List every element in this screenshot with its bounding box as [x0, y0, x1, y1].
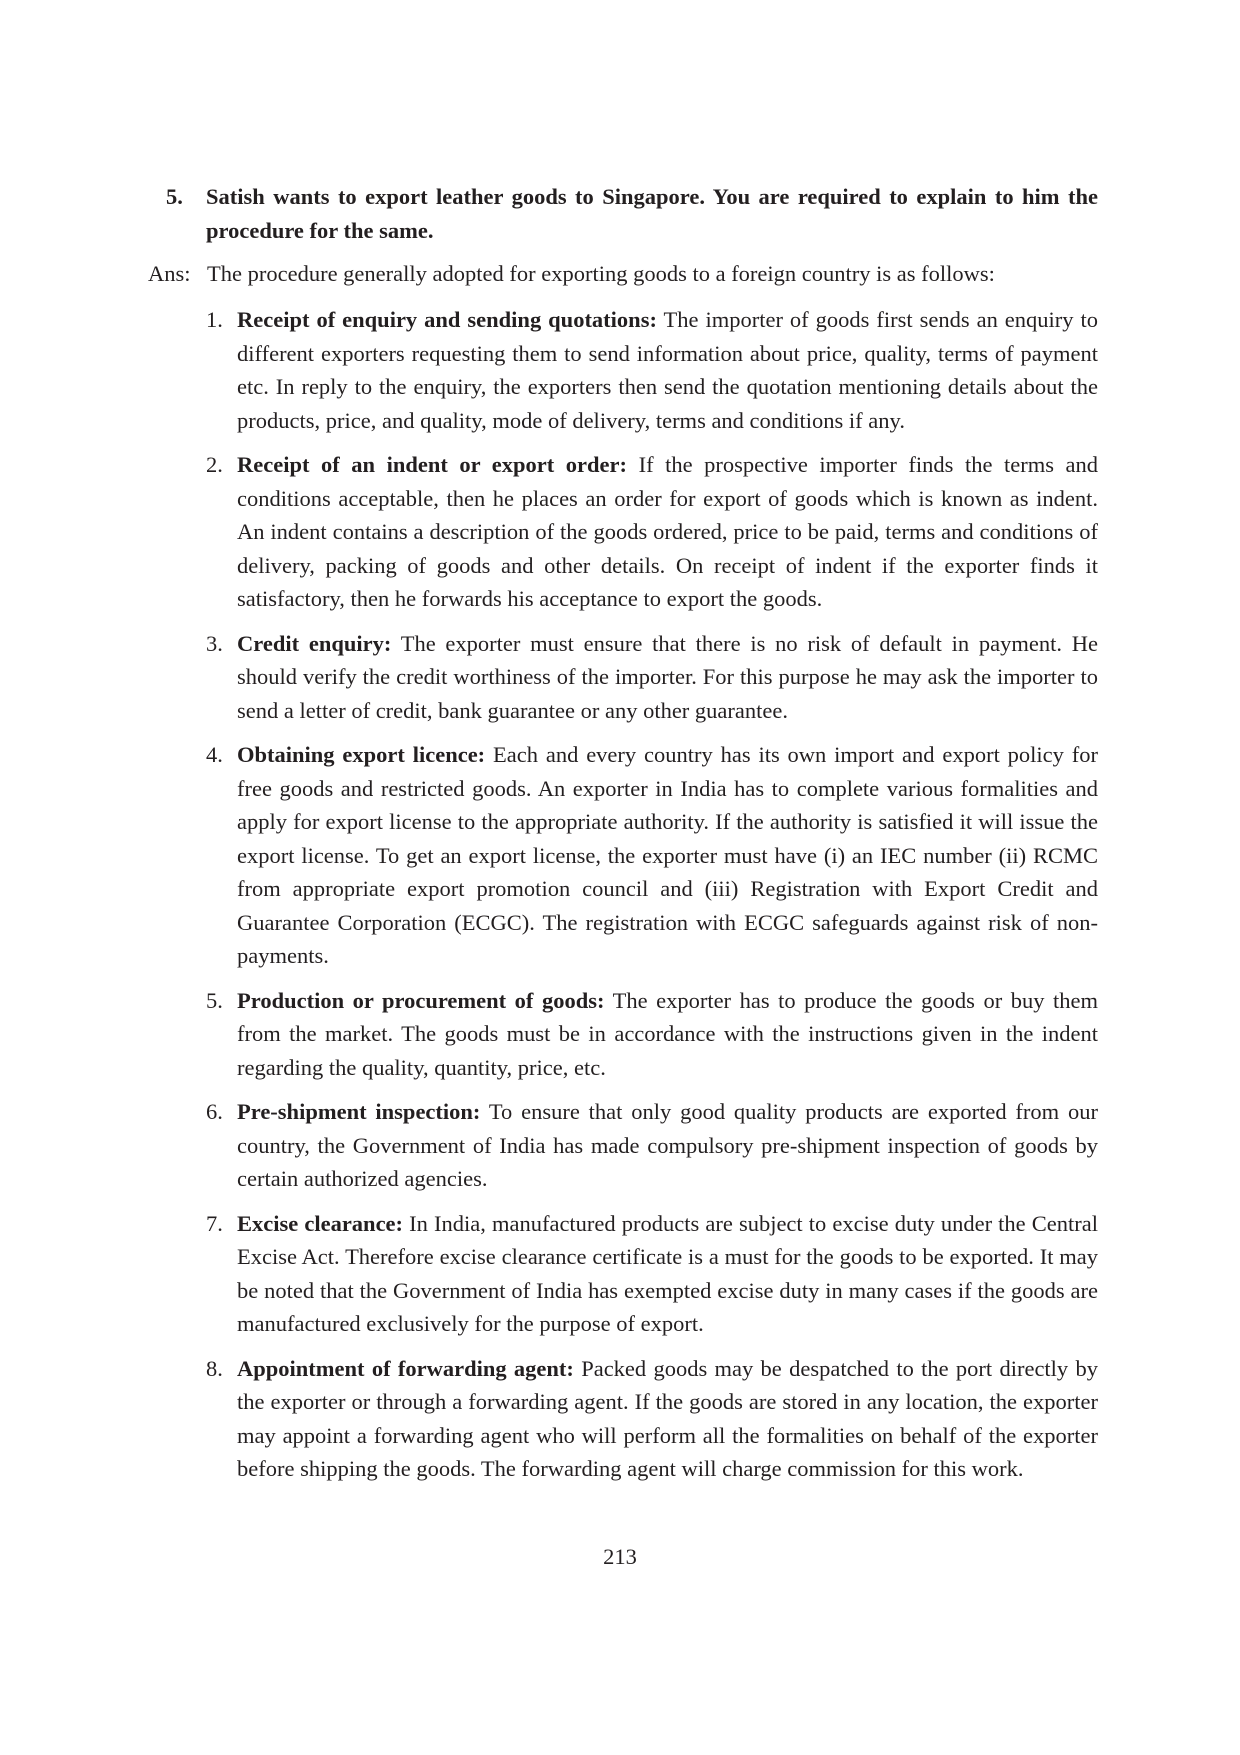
step-title: Pre-shipment inspection:: [237, 1099, 481, 1124]
step-title: Appointment of forwarding agent:: [237, 1355, 574, 1381]
step-number: 1.: [206, 307, 223, 332]
step-number: 5.: [206, 987, 223, 1013]
answer-intro-text: The procedure generally adopted for exporting goods to a foreign country is as follows:: [207, 261, 995, 286]
step-body: If the prospective importer finds the terms and conditions acceptable, then he places an order for export of goods which is known as indent. An indent contains a description of the goods ordered, price to be paid, terms and conditions of delivery, packing of goods and other details. On receipt of indent if the exporter finds it satisfactory, then he forwards his acceptance to export the goods.: [237, 452, 1098, 611]
question-5: [166, 180, 1098, 247]
question-number: 5.: [166, 184, 183, 209]
step-body: In India, manufactured products are subject to excise duty under the Central Excise Act. Therefore excise clearance certificate is a must for the goods to be exported. It may be noted that the Government of India has exempted excise duty in many cases if the goods are manufactured exclusively for the purpose of export.: [237, 1210, 1098, 1336]
procedure-step-3: [206, 627, 1098, 728]
step-number: 6.: [206, 1099, 223, 1124]
step-number: 4.: [206, 742, 223, 767]
step-number: 8.: [206, 1355, 223, 1381]
step-body: To ensure that only good quality products are exported from our country, the Government of India has made compulsory pre-shipment inspection of goods by certain authorized agencies.: [237, 1099, 1098, 1191]
answer-intro: [148, 257, 1098, 291]
procedure-step-1: [206, 303, 1098, 437]
step-body: The exporter must ensure that there is no risk of default in payment. He should verify the credit worthiness of the importer. For this purpose he may ask the importer to send a letter of credit, bank guarantee or any other guarantee.: [237, 630, 1098, 723]
step-title: Excise clearance:: [237, 1210, 404, 1236]
procedure-step-2: [206, 448, 1098, 616]
step-number: 7.: [206, 1210, 223, 1236]
answer-label: Ans:: [148, 261, 191, 286]
step-body: Each and every country has its own import and export policy for free goods and restricted goods. An exporter in India has to complete various formalities and apply for export license to the appropriate authority. If the authority is satisfied it will issue the export license. To get an export license, the exporter must have (i) an IEC number (ii) RCMC from appropriate export promotion council and (iii) Registration with Export Credit and Guarantee Corporation (ECGC). The registration with ECGC safeguards against risk of non-payments.: [237, 742, 1098, 968]
step-title: Production or procurement of goods:: [237, 987, 605, 1013]
procedure-step-6: [206, 1095, 1098, 1196]
step-body: The exporter has to produce the goods or buy them from the market. The goods must be in accordance with the instructions given in the indent regarding the quality, quantity, price, etc.: [237, 987, 1098, 1080]
procedure-steps-list: [206, 303, 1098, 1497]
step-title: Receipt of an indent or export order:: [237, 452, 628, 477]
step-title: Receipt of enquiry and sending quotations:: [237, 307, 657, 332]
procedure-step-8: [206, 1352, 1098, 1486]
page-number: 213: [603, 1544, 637, 1569]
step-title: Obtaining export licence:: [237, 742, 486, 767]
procedure-step-7: [206, 1207, 1098, 1341]
step-title: Credit enquiry:: [237, 630, 392, 656]
step-body: The importer of goods first sends an enquiry to different exporters requesting them to send information about price, quality, terms of payment etc. In reply to the enquiry, the exporters then send the quotation mentioning details about the products, price, and quality, mode of delivery, terms and conditions if any.: [237, 307, 1099, 433]
question-text: Satish wants to export leather goods to Singapore. You are required to explain to him the procedure for the same.: [206, 184, 1098, 243]
procedure-step-4: [206, 738, 1098, 973]
step-body: Packed goods may be despatched to the port directly by the exporter or through a forwarding agent. If the goods are stored in any location, the exporter may appoint a forwarding agent who will perform all the formalities on behalf of the exporter before shipping the goods. The forwarding agent will charge commission for this work.: [237, 1355, 1098, 1481]
step-number: 2.: [206, 452, 223, 477]
procedure-step-5: [206, 984, 1098, 1085]
step-number: 3.: [206, 630, 223, 656]
